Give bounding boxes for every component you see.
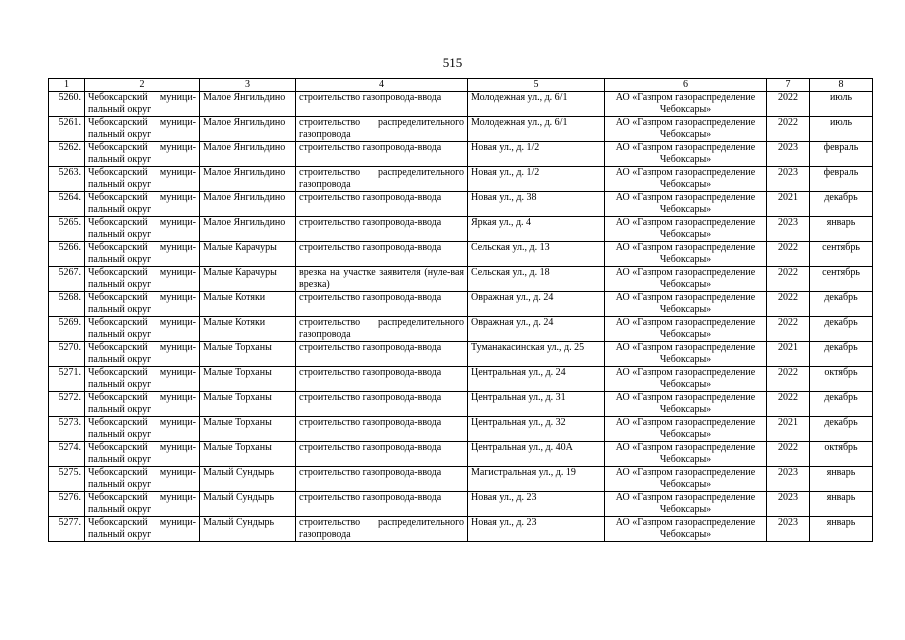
district-cell: Чебоксарский муници-пальный округ [85,167,200,192]
month-cell: октябрь [810,367,873,392]
address-cell: Новая ул., д. 1/2 [468,142,605,167]
year-cell: 2023 [767,517,810,542]
column-header: 1 [49,79,85,92]
work-type-cell: строительство распределительного газопровода [296,517,468,542]
address-cell: Сельская ул., д. 18 [468,267,605,292]
organization-cell: АО «Газпром газораспределение Чебоксары» [605,92,767,117]
month-cell: декабрь [810,317,873,342]
settlement-cell: Малые Котяки [200,292,296,317]
table-row [49,192,873,217]
settlement-cell: Малые Торханы [200,342,296,367]
table-row [49,242,873,267]
organization-cell: АО «Газпром газораспределение Чебоксары» [605,467,767,492]
work-type-cell: врезка на участке заявителя (нуле-вая врезка) [296,267,468,292]
column-header: 8 [810,79,873,92]
address-cell: Центральная ул., д. 40А [468,442,605,467]
column-header: 7 [767,79,810,92]
work-type-cell: строительство распределительного газопровода [296,167,468,192]
year-cell: 2022 [767,117,810,142]
work-type-cell: строительство газопровода-ввода [296,392,468,417]
work-type-cell: строительство газопровода-ввода [296,417,468,442]
row-number-cell: 5272. [49,392,85,417]
year-cell: 2022 [767,92,810,117]
row-number-cell: 5264. [49,192,85,217]
row-number-cell: 5265. [49,217,85,242]
settlement-cell: Малый Сундырь [200,517,296,542]
row-number-cell: 5268. [49,292,85,317]
month-cell: декабрь [810,417,873,442]
work-type-cell: строительство газопровода-ввода [296,192,468,217]
year-cell: 2021 [767,192,810,217]
address-cell: Центральная ул., д. 31 [468,392,605,417]
organization-cell: АО «Газпром газораспределение Чебоксары» [605,292,767,317]
organization-cell: АО «Газпром газораспределение Чебоксары» [605,442,767,467]
row-number-cell: 5273. [49,417,85,442]
work-type-cell: строительство газопровода-ввода [296,342,468,367]
table-row [49,292,873,317]
row-number-cell: 5261. [49,117,85,142]
organization-cell: АО «Газпром газораспределение Чебоксары» [605,267,767,292]
column-header: 6 [605,79,767,92]
table-row [49,342,873,367]
organization-cell: АО «Газпром газораспределение Чебоксары» [605,242,767,267]
month-cell: январь [810,217,873,242]
year-cell: 2021 [767,417,810,442]
row-number-cell: 5263. [49,167,85,192]
settlement-cell: Малые Торханы [200,442,296,467]
organization-cell: АО «Газпром газораспределение Чебоксары» [605,517,767,542]
month-cell: декабрь [810,342,873,367]
row-number-cell: 5271. [49,367,85,392]
settlement-cell: Малые Торханы [200,367,296,392]
work-type-cell: строительство газопровода-ввода [296,467,468,492]
settlement-cell: Малый Сундырь [200,467,296,492]
month-cell: сентябрь [810,242,873,267]
district-cell: Чебоксарский муници-пальный округ [85,342,200,367]
table-row [49,492,873,517]
page-number: 515 [442,55,463,70]
header-row [49,79,873,92]
month-cell: февраль [810,142,873,167]
year-cell: 2022 [767,292,810,317]
month-cell: июль [810,117,873,142]
settlement-cell: Малое Янгильдино [200,92,296,117]
table-row [49,467,873,492]
table-row [49,142,873,167]
district-cell: Чебоксарский муници-пальный округ [85,117,200,142]
table-row [49,167,873,192]
month-cell: декабрь [810,192,873,217]
organization-cell: АО «Газпром газораспределение Чебоксары» [605,142,767,167]
table-row [49,217,873,242]
organization-cell: АО «Газпром газораспределение Чебоксары» [605,417,767,442]
row-number-cell: 5274. [49,442,85,467]
year-cell: 2022 [767,267,810,292]
year-cell: 2023 [767,142,810,167]
work-type-cell: строительство газопровода-ввода [296,92,468,117]
work-type-cell: строительство распределительного газопровода [296,317,468,342]
table-row [49,267,873,292]
work-type-cell: строительство газопровода-ввода [296,242,468,267]
address-cell: Центральная ул., д. 24 [468,367,605,392]
district-cell: Чебоксарский муници-пальный округ [85,267,200,292]
settlement-cell: Малое Янгильдино [200,117,296,142]
table-row [49,442,873,467]
district-cell: Чебоксарский муници-пальный округ [85,292,200,317]
settlement-cell: Малое Янгильдино [200,192,296,217]
organization-cell: АО «Газпром газораспределение Чебоксары» [605,117,767,142]
settlement-cell: Малый Сундырь [200,492,296,517]
table-row [49,92,873,117]
address-cell: Новая ул., д. 1/2 [468,167,605,192]
table-row [49,367,873,392]
row-number-cell: 5276. [49,492,85,517]
month-cell: январь [810,492,873,517]
settlement-cell: Малое Янгильдино [200,167,296,192]
address-cell: Молодежная ул., д. 6/1 [468,117,605,142]
table-row [49,417,873,442]
address-cell: Магистральная ул., д. 19 [468,467,605,492]
month-cell: декабрь [810,292,873,317]
year-cell: 2022 [767,317,810,342]
year-cell: 2022 [767,442,810,467]
column-header: 2 [85,79,200,92]
organization-cell: АО «Газпром газораспределение Чебоксары» [605,342,767,367]
column-header: 5 [468,79,605,92]
row-number-cell: 5277. [49,517,85,542]
address-cell: Новая ул., д. 38 [468,192,605,217]
address-cell: Центральная ул., д. 32 [468,417,605,442]
district-cell: Чебоксарский муници-пальный округ [85,467,200,492]
address-cell: Овражная ул., д. 24 [468,317,605,342]
address-cell: Новая ул., д. 23 [468,517,605,542]
row-number-cell: 5266. [49,242,85,267]
district-cell: Чебоксарский муници-пальный округ [85,367,200,392]
address-cell: Туманакасинская ул., д. 25 [468,342,605,367]
year-cell: 2021 [767,342,810,367]
row-number-cell: 5270. [49,342,85,367]
district-cell: Чебоксарский муници-пальный округ [85,242,200,267]
organization-cell: АО «Газпром газораспределение Чебоксары» [605,317,767,342]
settlement-cell: Малые Торханы [200,392,296,417]
district-cell: Чебоксарский муници-пальный округ [85,417,200,442]
organization-cell: АО «Газпром газораспределение Чебоксары» [605,167,767,192]
district-cell: Чебоксарский муници-пальный округ [85,142,200,167]
year-cell: 2022 [767,392,810,417]
settlement-cell: Малое Янгильдино [200,217,296,242]
organization-cell: АО «Газпром газораспределение Чебоксары» [605,392,767,417]
address-cell: Молодежная ул., д. 6/1 [468,92,605,117]
year-cell: 2023 [767,217,810,242]
work-type-cell: строительство распределительного газопровода [296,117,468,142]
work-type-cell: строительство газопровода-ввода [296,442,468,467]
year-cell: 2023 [767,492,810,517]
month-cell: октябрь [810,442,873,467]
year-cell: 2023 [767,467,810,492]
work-type-cell: строительство газопровода-ввода [296,292,468,317]
address-cell: Сельская ул., д. 13 [468,242,605,267]
district-cell: Чебоксарский муници-пальный округ [85,392,200,417]
organization-cell: АО «Газпром газораспределение Чебоксары» [605,217,767,242]
work-type-cell: строительство газопровода-ввода [296,217,468,242]
work-type-cell: строительство газопровода-ввода [296,142,468,167]
year-cell: 2022 [767,242,810,267]
settlement-cell: Малые Котяки [200,317,296,342]
settlement-cell: Малые Карачуры [200,242,296,267]
table-row [49,517,873,542]
district-cell: Чебоксарский муници-пальный округ [85,217,200,242]
table-row [49,117,873,142]
organization-cell: АО «Газпром газораспределение Чебоксары» [605,192,767,217]
address-cell: Овражная ул., д. 24 [468,292,605,317]
column-header: 3 [200,79,296,92]
district-cell: Чебоксарский муници-пальный округ [85,317,200,342]
gasification-table [48,78,873,542]
month-cell: декабрь [810,392,873,417]
organization-cell: АО «Газпром газораспределение Чебоксары» [605,492,767,517]
settlement-cell: Малые Торханы [200,417,296,442]
work-type-cell: строительство газопровода-ввода [296,492,468,517]
settlement-cell: Малое Янгильдино [200,142,296,167]
district-cell: Чебоксарский муници-пальный округ [85,492,200,517]
month-cell: февраль [810,167,873,192]
month-cell: сентябрь [810,267,873,292]
month-cell: июль [810,92,873,117]
organization-cell: АО «Газпром газораспределение Чебоксары» [605,367,767,392]
address-cell: Новая ул., д. 23 [468,492,605,517]
month-cell: январь [810,467,873,492]
column-header: 4 [296,79,468,92]
district-cell: Чебоксарский муници-пальный округ [85,192,200,217]
month-cell: январь [810,517,873,542]
work-type-cell: строительство газопровода-ввода [296,367,468,392]
row-number-cell: 5269. [49,317,85,342]
district-cell: Чебоксарский муници-пальный округ [85,442,200,467]
table-row [49,392,873,417]
district-cell: Чебоксарский муници-пальный округ [85,517,200,542]
district-cell: Чебоксарский муници-пальный округ [85,92,200,117]
table-row [49,317,873,342]
settlement-cell: Малые Карачуры [200,267,296,292]
year-cell: 2022 [767,367,810,392]
row-number-cell: 5262. [49,142,85,167]
row-number-cell: 5275. [49,467,85,492]
row-number-cell: 5260. [49,92,85,117]
year-cell: 2023 [767,167,810,192]
address-cell: Яркая ул., д. 4 [468,217,605,242]
row-number-cell: 5267. [49,267,85,292]
table-body [49,92,873,542]
